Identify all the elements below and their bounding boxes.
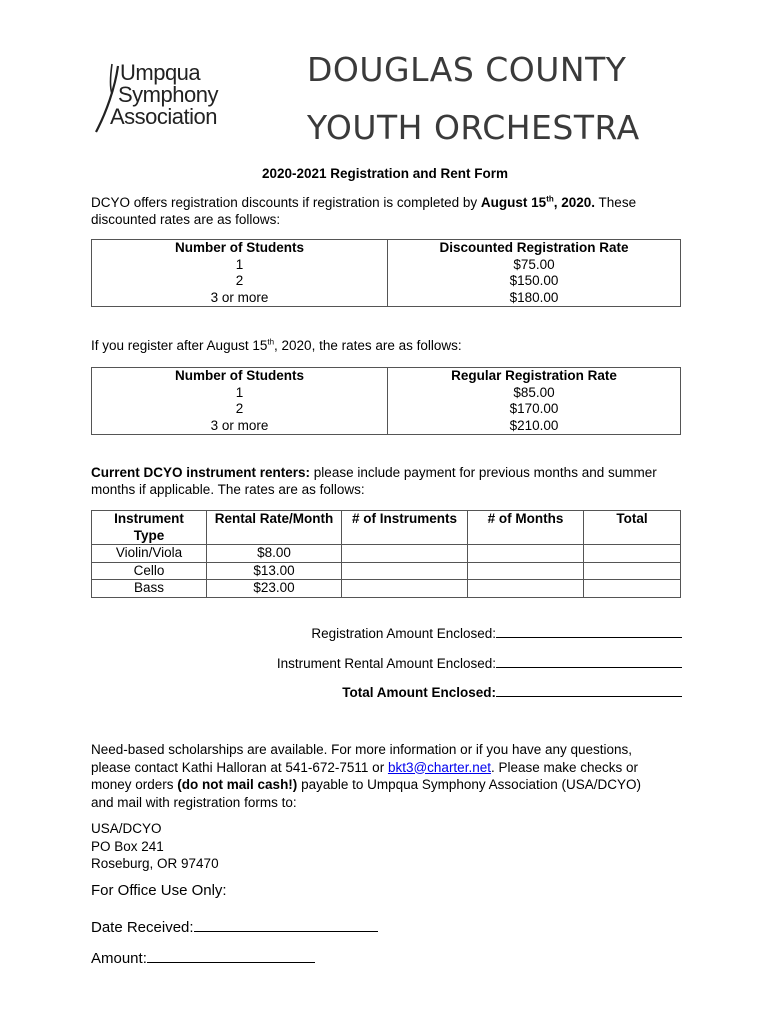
- rental-header-type-line-1: Instrument: [114, 511, 184, 526]
- discount-col1-header: Number of Students: [174, 240, 304, 255]
- scholarship-line-2-end: . Please make checks or: [490, 759, 639, 775]
- rental-total-input-1[interactable]: [584, 545, 681, 563]
- regular-students-1: 1: [235, 384, 244, 400]
- scholarship-line-1: Need-based scholarships are available. For more information or if you have any questions,: [91, 742, 633, 757]
- date-received-label: Date Received:: [91, 919, 194, 936]
- rental-instruments-input-1[interactable]: [342, 545, 468, 563]
- rental-amount-row: [277, 654, 682, 671]
- rental-header-instruments: # of Instruments: [342, 511, 468, 545]
- rental-instruments-input-3[interactable]: [342, 580, 468, 598]
- office-use-heading: For Office Use Only:: [91, 882, 227, 899]
- logo-line-2: Symphony: [118, 82, 218, 107]
- address-line-2: PO Box 241: [91, 838, 164, 854]
- discount-rate-column: [388, 240, 681, 307]
- scholarship-paragraph: [91, 741, 711, 811]
- intro-deadline-sup: th: [546, 194, 554, 204]
- discount-rate-table: [91, 239, 681, 307]
- rental-amount-label: Instrument Rental Amount Enclosed:: [276, 656, 496, 671]
- total-amount-label: Total Amount Enclosed:: [342, 685, 496, 700]
- registration-amount-row: [311, 624, 682, 641]
- regular-students-column: [92, 368, 388, 435]
- rental-instruments-input-2[interactable]: [342, 562, 468, 580]
- regular-rate-table: [91, 367, 681, 435]
- amount-line[interactable]: [147, 948, 315, 963]
- intro-text-line-2: discounted rates are as follows:: [91, 212, 281, 227]
- discount-students-column: [92, 240, 388, 307]
- rental-months-input-3[interactable]: [468, 580, 584, 598]
- instrument-rental-table: [91, 510, 681, 598]
- intro-paragraph: [91, 194, 691, 228]
- late-intro-text: If you register after August 15: [91, 338, 268, 353]
- rental-header-type-line-2: Type: [133, 527, 165, 543]
- regular-rate-2: $170.00: [509, 401, 559, 416]
- registration-amount-label: Registration Amount Enclosed:: [311, 626, 496, 641]
- rental-header-total: Total: [584, 511, 681, 545]
- amount-row: [91, 948, 315, 967]
- discount-students-1: 1: [235, 256, 244, 272]
- regular-students-2: 2: [235, 401, 244, 416]
- logo-line-1: Umpqua: [120, 60, 201, 85]
- date-received-row: [91, 917, 378, 936]
- discount-rate-3: $180.00: [509, 289, 559, 305]
- rental-header-months: # of Months: [468, 511, 584, 545]
- scholarship-line-4: and mail with registration forms to:: [91, 794, 297, 810]
- rental-header-instrument-type: [92, 511, 207, 545]
- rental-intro-bold: Current DCYO instrument renters:: [91, 465, 311, 480]
- intro-text: DCYO offers registration discounts if registration is completed by: [91, 195, 481, 210]
- date-received-line[interactable]: [194, 917, 378, 932]
- rental-months-input-2[interactable]: [468, 562, 584, 580]
- logo-line-3: Association: [110, 104, 218, 129]
- discount-rate-1: $75.00: [513, 256, 555, 272]
- regular-rate-3: $210.00: [509, 417, 559, 433]
- registration-amount-line[interactable]: [496, 624, 682, 638]
- rental-intro: [91, 464, 691, 498]
- rental-intro-line-2: months if applicable. The rates are as follows:: [91, 482, 365, 497]
- late-registration-intro: [91, 338, 462, 353]
- discount-rate-2: $150.00: [509, 273, 559, 288]
- rental-total-input-3[interactable]: [584, 580, 681, 598]
- discount-col2-header: Discounted Registration Rate: [439, 240, 629, 255]
- rental-instrument-1: Violin/Viola: [92, 545, 207, 563]
- regular-col2-header: Regular Registration Rate: [451, 368, 617, 383]
- scholarship-warning: (do not mail cash!): [177, 777, 298, 792]
- umpqua-symphony-logo: [88, 58, 238, 138]
- rental-rate-1: $8.00: [207, 545, 342, 563]
- late-intro-sup: th: [267, 337, 275, 347]
- rental-header-rate: Rental Rate/Month: [207, 511, 342, 545]
- intro-deadline-year: , 2020.: [553, 195, 596, 210]
- rental-total-input-2[interactable]: [584, 562, 681, 580]
- address-line-1: USA/DCYO: [91, 821, 162, 836]
- scholarship-line-3: money orders: [91, 777, 178, 792]
- intro-deadline: August 15: [480, 195, 547, 210]
- scholarship-line-3-end: payable to Umpqua Symphony Association (USA/DCYO): [297, 777, 641, 792]
- rental-rate-2: $13.00: [207, 562, 342, 580]
- intro-text-end: These: [595, 195, 637, 210]
- rental-rate-3: $23.00: [207, 580, 342, 598]
- rental-amount-line[interactable]: [496, 654, 682, 668]
- address-line-3: Roseburg, OR 97470: [91, 856, 219, 871]
- rental-instrument-3: Bass: [92, 580, 207, 598]
- regular-students-3: 3 or more: [210, 417, 269, 433]
- late-intro-text-end: , 2020, the rates are as follows:: [274, 338, 462, 353]
- scholarship-line-2: please contact Kathi Halloran at 541-672-7511 or: [91, 759, 388, 775]
- regular-rate-1: $85.00: [513, 384, 555, 400]
- form-title: 2020-2021 Registration and Rent Form: [261, 166, 509, 181]
- page-title-line-1: DOUGLAS COUNTY: [307, 50, 627, 89]
- total-amount-row: [342, 683, 682, 700]
- mailing-address: [91, 820, 219, 873]
- contact-email-link[interactable]: bkt3@charter.net: [387, 759, 491, 775]
- regular-col1-header: Number of Students: [174, 368, 304, 383]
- total-amount-line[interactable]: [496, 683, 682, 697]
- rental-intro-text: please include payment for previous months and summer: [310, 465, 657, 480]
- rental-months-input-1[interactable]: [468, 545, 584, 563]
- regular-rate-column: [388, 368, 681, 435]
- amount-label: Amount:: [91, 950, 147, 967]
- discount-students-2: 2: [235, 273, 244, 288]
- rental-instrument-2: Cello: [92, 562, 207, 580]
- page-title-line-2: YOUTH ORCHESTRA: [307, 108, 640, 147]
- discount-students-3: 3 or more: [210, 289, 269, 305]
